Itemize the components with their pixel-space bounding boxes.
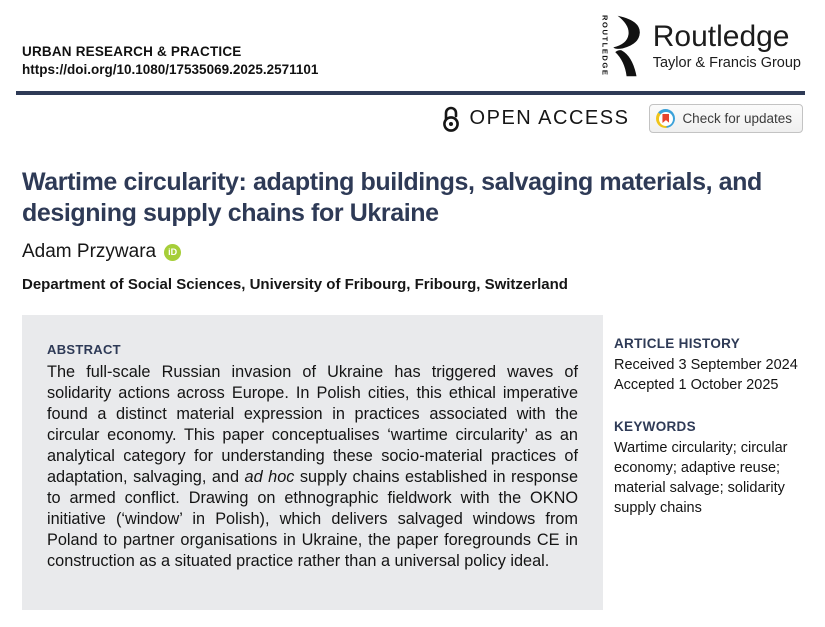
routledge-logo <box>601 14 801 78</box>
abstract-text-after: supply chains established in response to armed conflict. Drawing on ethnographic fieldwork with the OKNO initiative (‘window’ in Polish), which delivers salvaged windows from Poland to partner organisations in Ukraine, the paper foregrounds CE in construction as a situated practice rather than a universal policy ideal. <box>47 468 578 570</box>
accepted-date: Accepted 1 October 2025 <box>614 377 779 393</box>
publisher-name: Routledge <box>652 19 790 53</box>
author-name: Adam Przywara <box>22 241 157 262</box>
abstract-body <box>47 362 578 572</box>
article-meta-sidebar <box>614 336 818 518</box>
keywords-text: Wartime circularity; circular economy; adaptive reuse; material salvage; solidarity supply chains <box>614 440 788 516</box>
crossmark-icon <box>656 109 675 128</box>
received-date: Received 3 September 2024 <box>614 357 798 373</box>
abstract-text-before: The full-scale Russian invasion of Ukraine has triggered waves of solidarity actions across Europe. In Polish cities, this ethical imperative found a distinct material expression in practices associated with the circular economy. This paper conceptualises ‘wartime circularity’ as an analytical category for understanding these socio-material practices of adaptation, salvaging, and <box>47 363 578 486</box>
open-access-label: OPEN ACCESS <box>469 107 630 129</box>
publisher-group: Taylor & Francis Group <box>652 54 801 71</box>
author-row <box>22 241 181 263</box>
abstract-box <box>22 315 603 610</box>
masthead <box>22 44 318 79</box>
open-lock-icon <box>440 105 462 133</box>
article-history-heading: ARTICLE HISTORY <box>614 336 741 351</box>
publisher-wordmark <box>652 19 801 71</box>
access-row <box>440 104 803 133</box>
abstract-italic-phrase: ad hoc <box>244 468 295 486</box>
article-title: Wartime circularity: adapting buildings, salvaging materials, and designing supply chains for Ukraine <box>22 167 762 228</box>
header-rule <box>16 91 805 95</box>
keywords-block <box>614 419 818 518</box>
routledge-vertical-text: ROUTLEDGE <box>600 15 610 77</box>
author-affiliation: Department of Social Sciences, University of Fribourg, Fribourg, Switzerland <box>22 276 568 293</box>
orcid-icon[interactable]: iD <box>164 244 181 261</box>
article-history-block <box>614 336 818 395</box>
keywords-heading: KEYWORDS <box>614 419 696 434</box>
routledge-r-mark-icon <box>611 14 645 78</box>
check-for-updates-label: Check for updates <box>682 111 792 126</box>
check-for-updates-button[interactable] <box>649 104 803 133</box>
abstract-heading: ABSTRACT <box>47 342 121 357</box>
journal-name: URBAN RESEARCH & PRACTICE <box>22 44 242 59</box>
open-access-badge <box>440 105 630 133</box>
doi-link[interactable]: https://doi.org/10.1080/17535069.2025.2571101 <box>22 62 319 77</box>
